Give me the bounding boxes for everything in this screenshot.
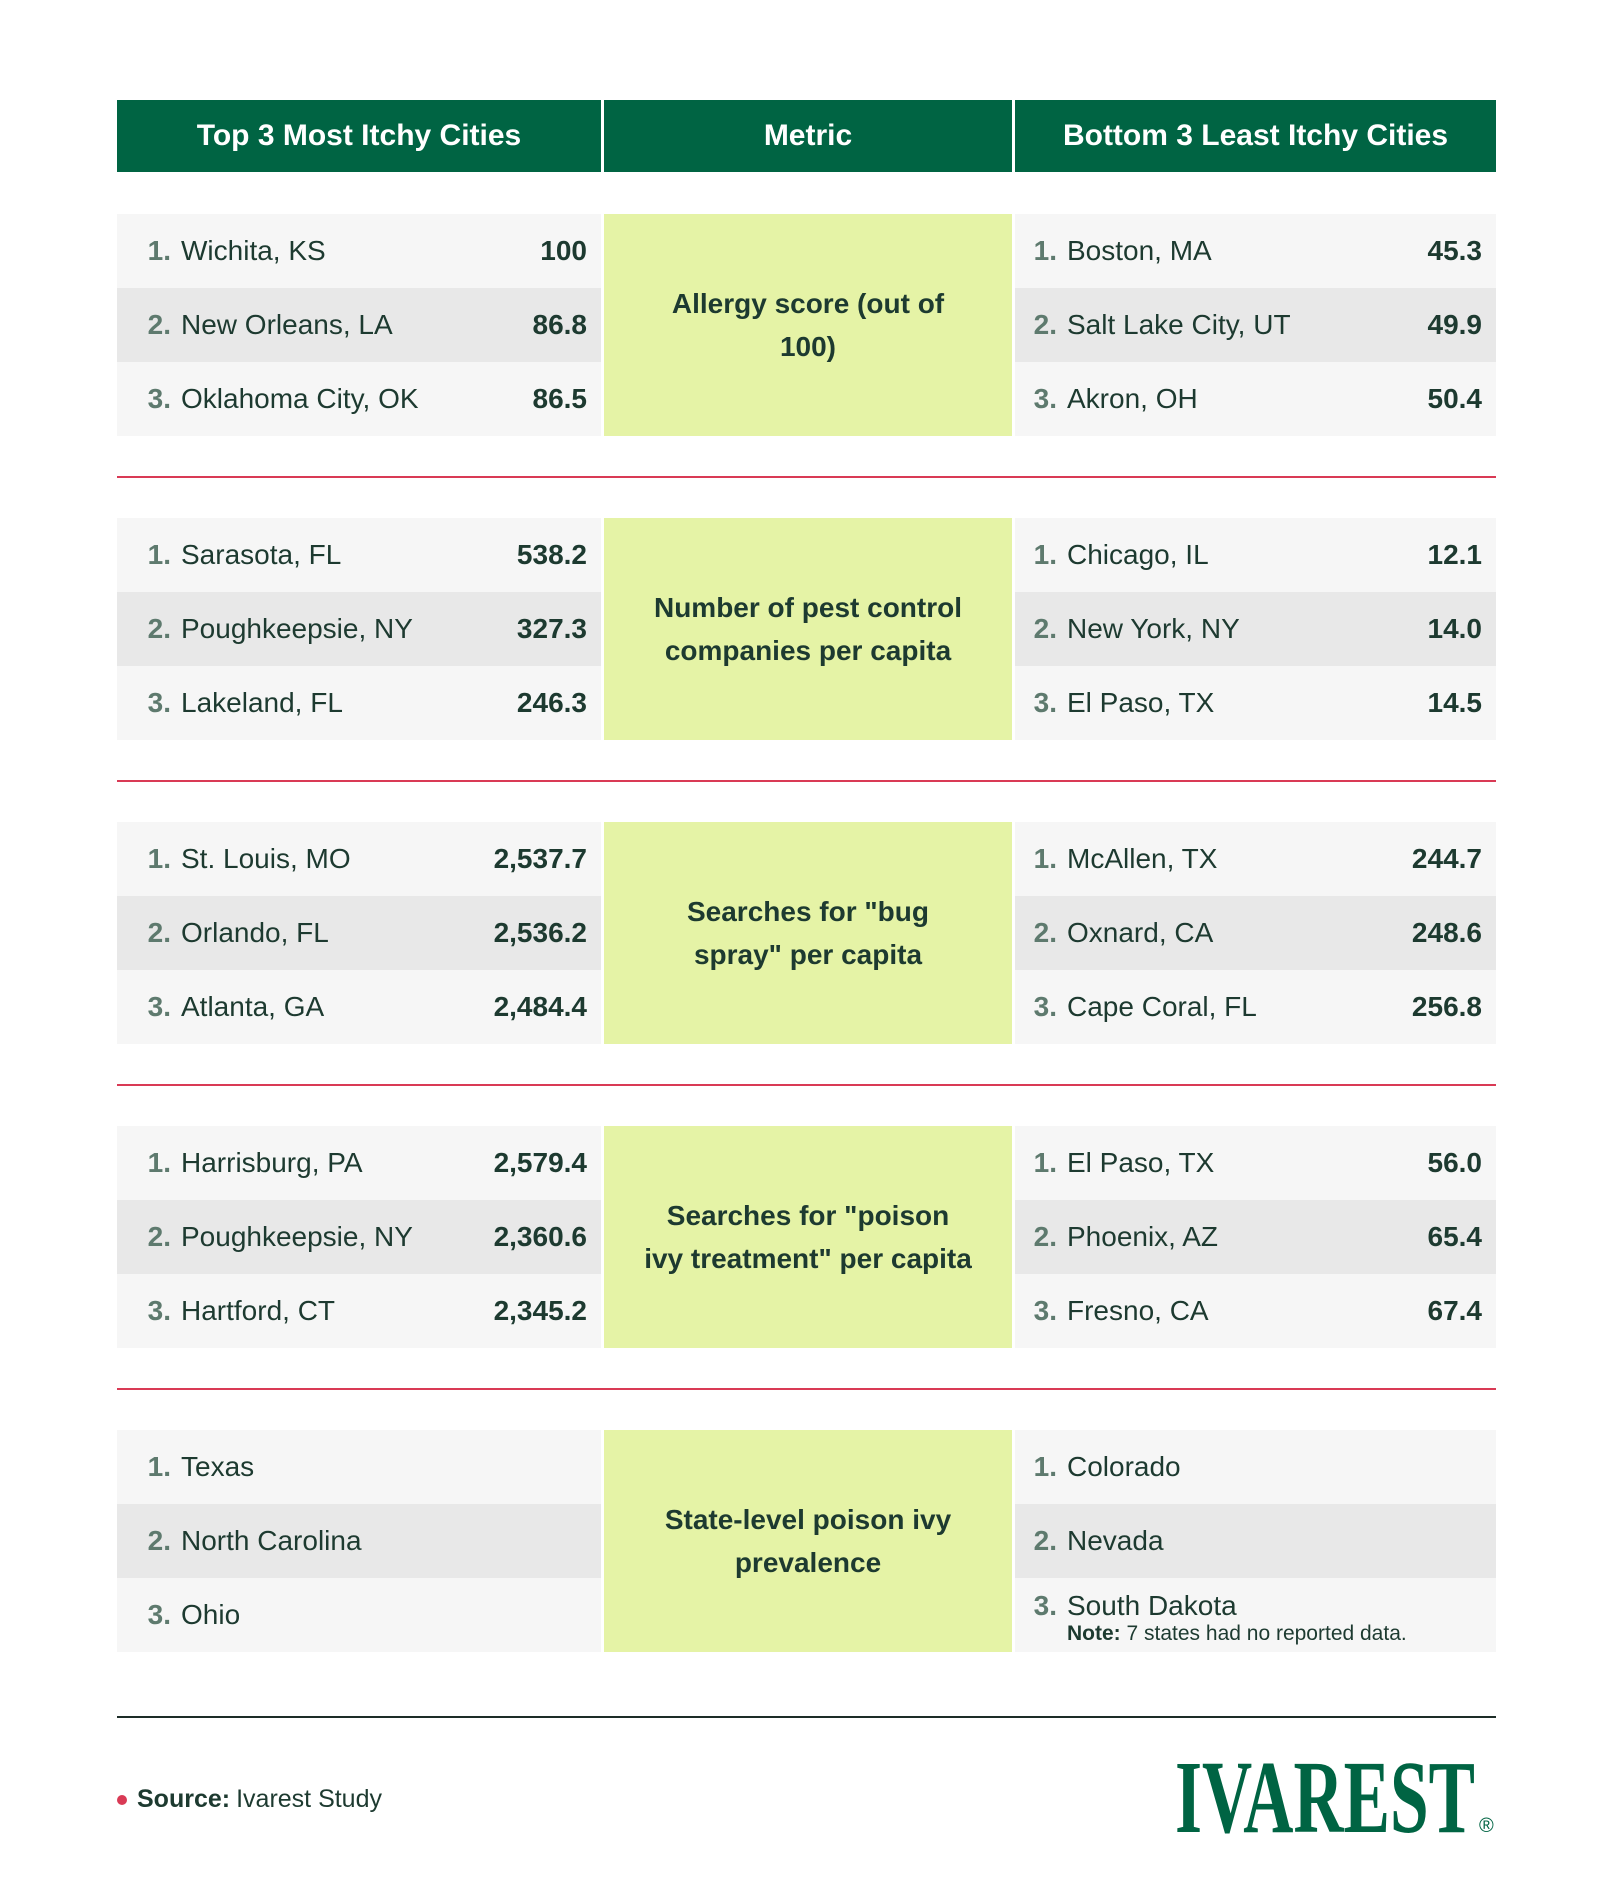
city-value: 45.3 (1427, 235, 1482, 266)
table-row: 2. Oxnard, CA 248.6 (1015, 896, 1496, 970)
header-top-cities: Top 3 Most Itchy Cities (117, 100, 601, 172)
city-value: 50.4 (1427, 383, 1482, 414)
city-name: Poughkeepsie, NY (181, 1221, 413, 1252)
city-name: Lakeland, FL (181, 687, 343, 718)
section-divider (117, 476, 1496, 478)
header-metric: Metric (604, 100, 1012, 172)
table-row: 3. Cape Coral, FL 256.8 (1015, 970, 1496, 1044)
header-bottom-cities: Bottom 3 Least Itchy Cities (1015, 100, 1496, 172)
city-value: 14.0 (1427, 613, 1482, 644)
section-divider (117, 1388, 1496, 1390)
table-row: 2. Nevada (1015, 1504, 1496, 1578)
city-name: St. Louis, MO (181, 843, 351, 874)
logo-wordmark: IVAREST (1175, 1740, 1475, 1850)
city-value: 327.3 (516, 613, 587, 644)
city-value: 2,579.4 (493, 1147, 587, 1178)
ivarest-logo (1175, 1740, 1501, 1850)
table-row: 1. Chicago, IL 12.1 (1015, 518, 1496, 592)
city-value: 56.0 (1427, 1147, 1482, 1178)
source-line (117, 1785, 382, 1814)
section-state-poison-ivy (117, 1430, 1496, 1652)
table-row: 1. Colorado (1015, 1430, 1496, 1504)
top-states-list (117, 1430, 601, 1652)
city-name: McAllen, TX (1067, 843, 1218, 874)
city-name: Akron, OH (1067, 383, 1198, 414)
metric-label: Searches for "bug spray" per capita (604, 822, 1012, 1044)
city-value: 65.4 (1427, 1221, 1482, 1252)
table-row: 3. South Dakota Note: 7 states had no reported data. (1015, 1578, 1496, 1652)
table-row: 1. Texas (117, 1430, 601, 1504)
city-name: Hartford, CT (181, 1295, 336, 1326)
table-row: 3. Atlanta, GA 2,484.4 (117, 970, 601, 1044)
city-name: New York, NY (1067, 613, 1240, 644)
section-bug-spray (117, 822, 1496, 1044)
table-row: 3. Fresno, CA 67.4 (1015, 1274, 1496, 1348)
city-name: Poughkeepsie, NY (181, 613, 413, 644)
city-value: 2,345.2 (493, 1295, 587, 1326)
state-name: Colorado (1067, 1451, 1181, 1482)
state-name: Texas (181, 1451, 255, 1482)
footnote: Note: 7 states had no reported data. (1067, 1622, 1407, 1645)
city-name: Atlanta, GA (181, 991, 325, 1022)
city-name: Salt Lake City, UT (1067, 309, 1291, 340)
metric-label: Allergy score (out of 100) (604, 214, 1012, 436)
city-name: Chicago, IL (1067, 539, 1209, 570)
state-name: North Carolina (181, 1525, 362, 1556)
footer-divider (117, 1716, 1496, 1718)
city-value: 2,536.2 (493, 917, 587, 948)
source-text: Ivarest Study (236, 1785, 382, 1813)
city-value: 2,360.6 (493, 1221, 587, 1252)
city-value: 86.8 (532, 309, 587, 340)
table-row: 2. Poughkeepsie, NY 327.3 (117, 592, 601, 666)
bottom-cities-list (1015, 1126, 1496, 1348)
source-label: Source: (137, 1785, 231, 1813)
state-name: Nevada (1067, 1525, 1164, 1556)
city-name: El Paso, TX (1067, 687, 1215, 718)
top-cities-list (117, 518, 601, 740)
city-value: 256.8 (1411, 991, 1482, 1022)
table-row: 3. Ohio (117, 1578, 601, 1652)
bottom-cities-list (1015, 518, 1496, 740)
table-row: 2. Salt Lake City, UT 49.9 (1015, 288, 1496, 362)
city-value: 12.1 (1427, 539, 1482, 570)
city-value: 248.6 (1411, 917, 1482, 948)
table-row: 1. McAllen, TX 244.7 (1015, 822, 1496, 896)
bottom-cities-list (1015, 822, 1496, 1044)
table-row: 1. Wichita, KS 100 (117, 214, 601, 288)
city-value: 67.4 (1427, 1295, 1482, 1326)
city-name: Boston, MA (1067, 235, 1212, 266)
state-name: Ohio (181, 1599, 241, 1630)
city-name: Sarasota, FL (181, 539, 342, 570)
table-row: 2. New York, NY 14.0 (1015, 592, 1496, 666)
table-header (117, 100, 1496, 172)
bottom-states-list (1015, 1430, 1496, 1652)
city-name: Harrisburg, PA (181, 1147, 363, 1178)
metric-label: Searches for "poison ivy treatment" per capita (604, 1126, 1012, 1348)
city-name: El Paso, TX (1067, 1147, 1215, 1178)
city-value: 2,484.4 (493, 991, 587, 1022)
city-value: 86.5 (532, 383, 587, 414)
city-name: Oklahoma City, OK (181, 383, 419, 414)
table-row: 2. New Orleans, LA 86.8 (117, 288, 601, 362)
city-name: Phoenix, AZ (1067, 1221, 1218, 1252)
city-value: 244.7 (1411, 843, 1482, 874)
metric-label: State-level poison ivy prevalence (604, 1430, 1012, 1652)
section-pest-control (117, 518, 1496, 740)
top-cities-list (117, 1126, 601, 1348)
table-row: 1. St. Louis, MO 2,537.7 (117, 822, 601, 896)
city-value: 100 (540, 235, 587, 266)
city-name: Wichita, KS (181, 235, 326, 266)
section-divider (117, 780, 1496, 782)
table-row: 2. Poughkeepsie, NY 2,360.6 (117, 1200, 601, 1274)
section-allergy-score (117, 214, 1496, 436)
city-value: 49.9 (1427, 309, 1482, 340)
table-row: 3. Oklahoma City, OK 86.5 (117, 362, 601, 436)
city-value: 14.5 (1427, 687, 1482, 718)
city-value: 2,537.7 (493, 843, 587, 874)
city-value: 538.2 (516, 539, 587, 570)
table-row: 2. Orlando, FL 2,536.2 (117, 896, 601, 970)
registered-mark: ® (1479, 1815, 1494, 1837)
top-cities-list (117, 214, 601, 436)
state-name: South Dakota (1067, 1590, 1237, 1621)
table-row: 1. Harrisburg, PA 2,579.4 (117, 1126, 601, 1200)
section-poison-ivy-treatment (117, 1126, 1496, 1348)
section-divider (117, 1084, 1496, 1086)
bottom-cities-list (1015, 214, 1496, 436)
table-row: 2. North Carolina (117, 1504, 601, 1578)
city-name: Oxnard, CA (1067, 917, 1214, 948)
table-row: 2. Phoenix, AZ 65.4 (1015, 1200, 1496, 1274)
table-row: 3. El Paso, TX 14.5 (1015, 666, 1496, 740)
city-name: Cape Coral, FL (1067, 991, 1257, 1022)
table-row: 1. Boston, MA 45.3 (1015, 214, 1496, 288)
bullet-dot-icon (117, 1795, 127, 1805)
city-name: Orlando, FL (181, 917, 329, 948)
table-row: 1. El Paso, TX 56.0 (1015, 1126, 1496, 1200)
table-row: 3. Hartford, CT 2,345.2 (117, 1274, 601, 1348)
city-value: 246.3 (516, 687, 587, 718)
table-row: 1. Sarasota, FL 538.2 (117, 518, 601, 592)
table-row: 3. Lakeland, FL 246.3 (117, 666, 601, 740)
city-name: Fresno, CA (1067, 1295, 1209, 1326)
top-cities-list (117, 822, 601, 1044)
table-row: 3. Akron, OH 50.4 (1015, 362, 1496, 436)
city-name: New Orleans, LA (181, 309, 393, 340)
metric-label: Number of pest control companies per capita (604, 518, 1012, 740)
